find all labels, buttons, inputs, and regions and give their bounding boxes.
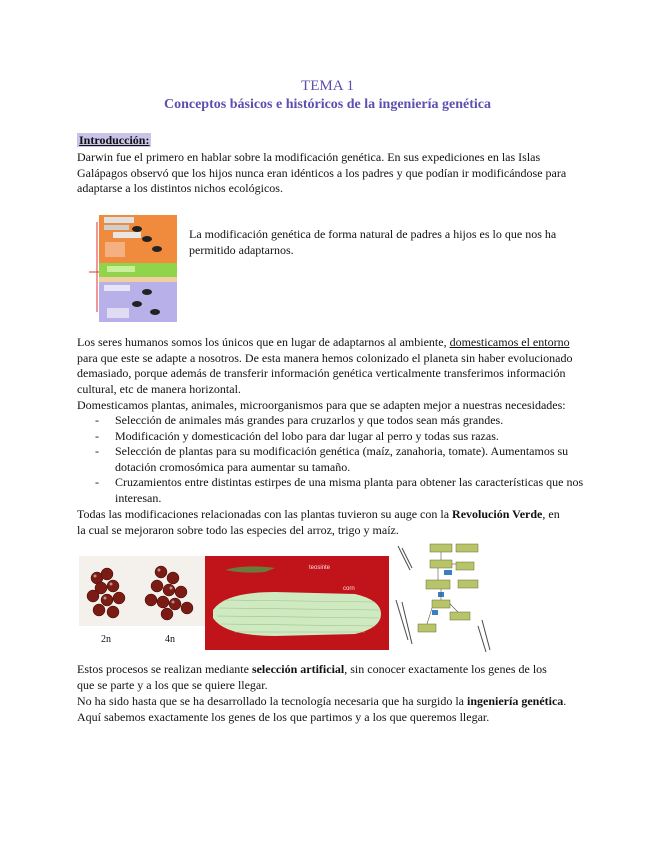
- figure1-caption: La modificación genética de forma natural de padres a hijos es lo que nos ha permitido adaptarnos.: [189, 227, 557, 257]
- list-item: - Cruzamientos entre distintas estirpes de una misma planta para obtener las características que nos interesan.: [77, 475, 597, 506]
- domestication-list: [77, 413, 597, 507]
- page-subtitle: Conceptos básicos e históricos de la ingeniería genética: [163, 97, 492, 112]
- evolution-diagram-graphic: [77, 212, 177, 325]
- list-item: - Selección de plantas para su modificación genética (maíz, zanahoria, tomate). Aumentamos su dotación cromosómica para aumentar su tamaño.: [77, 444, 597, 475]
- corn-graphic: [205, 556, 389, 650]
- paragraph-domestication: [77, 335, 577, 397]
- green-revolution-diagram-graphic: [392, 540, 496, 654]
- p4-bold: selección artificial: [251, 662, 345, 676]
- section-heading: Introducción:: [79, 133, 150, 147]
- paragraph-artificial-selection: [77, 662, 567, 693]
- list-item: - Modificación y domesticación del lobo para dar lugar al perro y todas sus razas.: [77, 429, 597, 445]
- tomato-image: [79, 556, 205, 646]
- paragraph-known-genes: Aquí sabemos exactamente los genes de los que partimos y a los que queremos llegar.: [77, 710, 490, 724]
- p4-text: Estos procesos se realizan mediante: [77, 662, 252, 676]
- p5-text: No ha sido hasta que se ha desarrollado la tecnología necesaria que ha surgido la: [77, 694, 467, 708]
- p3-bold: Revolución Verde: [452, 507, 543, 521]
- corn-image: [205, 556, 389, 650]
- list-item: - Selección de animales más grandes para cruzarlos y que todos sean más grandes.: [77, 413, 597, 429]
- paragraph-genetic-engineering: [77, 694, 567, 710]
- green-revolution-diagram-image: [392, 540, 496, 654]
- p3-text-after: , en la cual se mejoraron sobre todo las especies del arroz, trigo y maíz.: [77, 507, 560, 537]
- paragraph-needs: Domesticamos plantas, animales, microorganismos para que se adapten mejor a nuestras necesidades:: [77, 398, 566, 412]
- intro-paragraph: Darwin fue el primero en hablar sobre la modificación genética. En sus expediciones en las Islas Galápagos observó que los hijos nunca eran idénticos a los padres y que podían ir modificándose para adaptarse a los distintos nichos ecológicos.: [77, 150, 567, 196]
- paragraph-green-revolution: [77, 507, 567, 538]
- tomato-label-2n: 2n: [101, 634, 111, 645]
- page-title: TEMA 1: [301, 78, 354, 94]
- p1-text-after: para que este se adapte a nosotros. De esta manera hemos colonizado el planeta sin haber evolucionado demasiado, porque además de transferir información genética verticalmente transferimos información cultural, etc de manera horizontal.: [77, 350, 573, 396]
- tomato-graphic: [79, 556, 205, 646]
- p1-text: Los seres humanos somos los únicos que en lugar de adaptarnos al ambiente,: [77, 335, 450, 349]
- evolution-diagram-image: [77, 212, 177, 325]
- corn-label-corn: corn: [343, 586, 355, 592]
- tomato-label-4n: 4n: [165, 634, 175, 645]
- p1-underlined: domesticamos el entorno: [449, 335, 570, 349]
- p5-bold: ingeniería genética: [466, 694, 564, 708]
- corn-label-teosinte: teosinte: [309, 565, 331, 571]
- p4-text-after: , sin conocer exactamente los genes de los que se parte y a los que se quiere llegar.: [77, 662, 547, 692]
- p5-text-after: .: [563, 694, 567, 708]
- p3-text: Todas las modificaciones relacionadas con las plantas tuvieron su auge con la: [77, 507, 453, 521]
